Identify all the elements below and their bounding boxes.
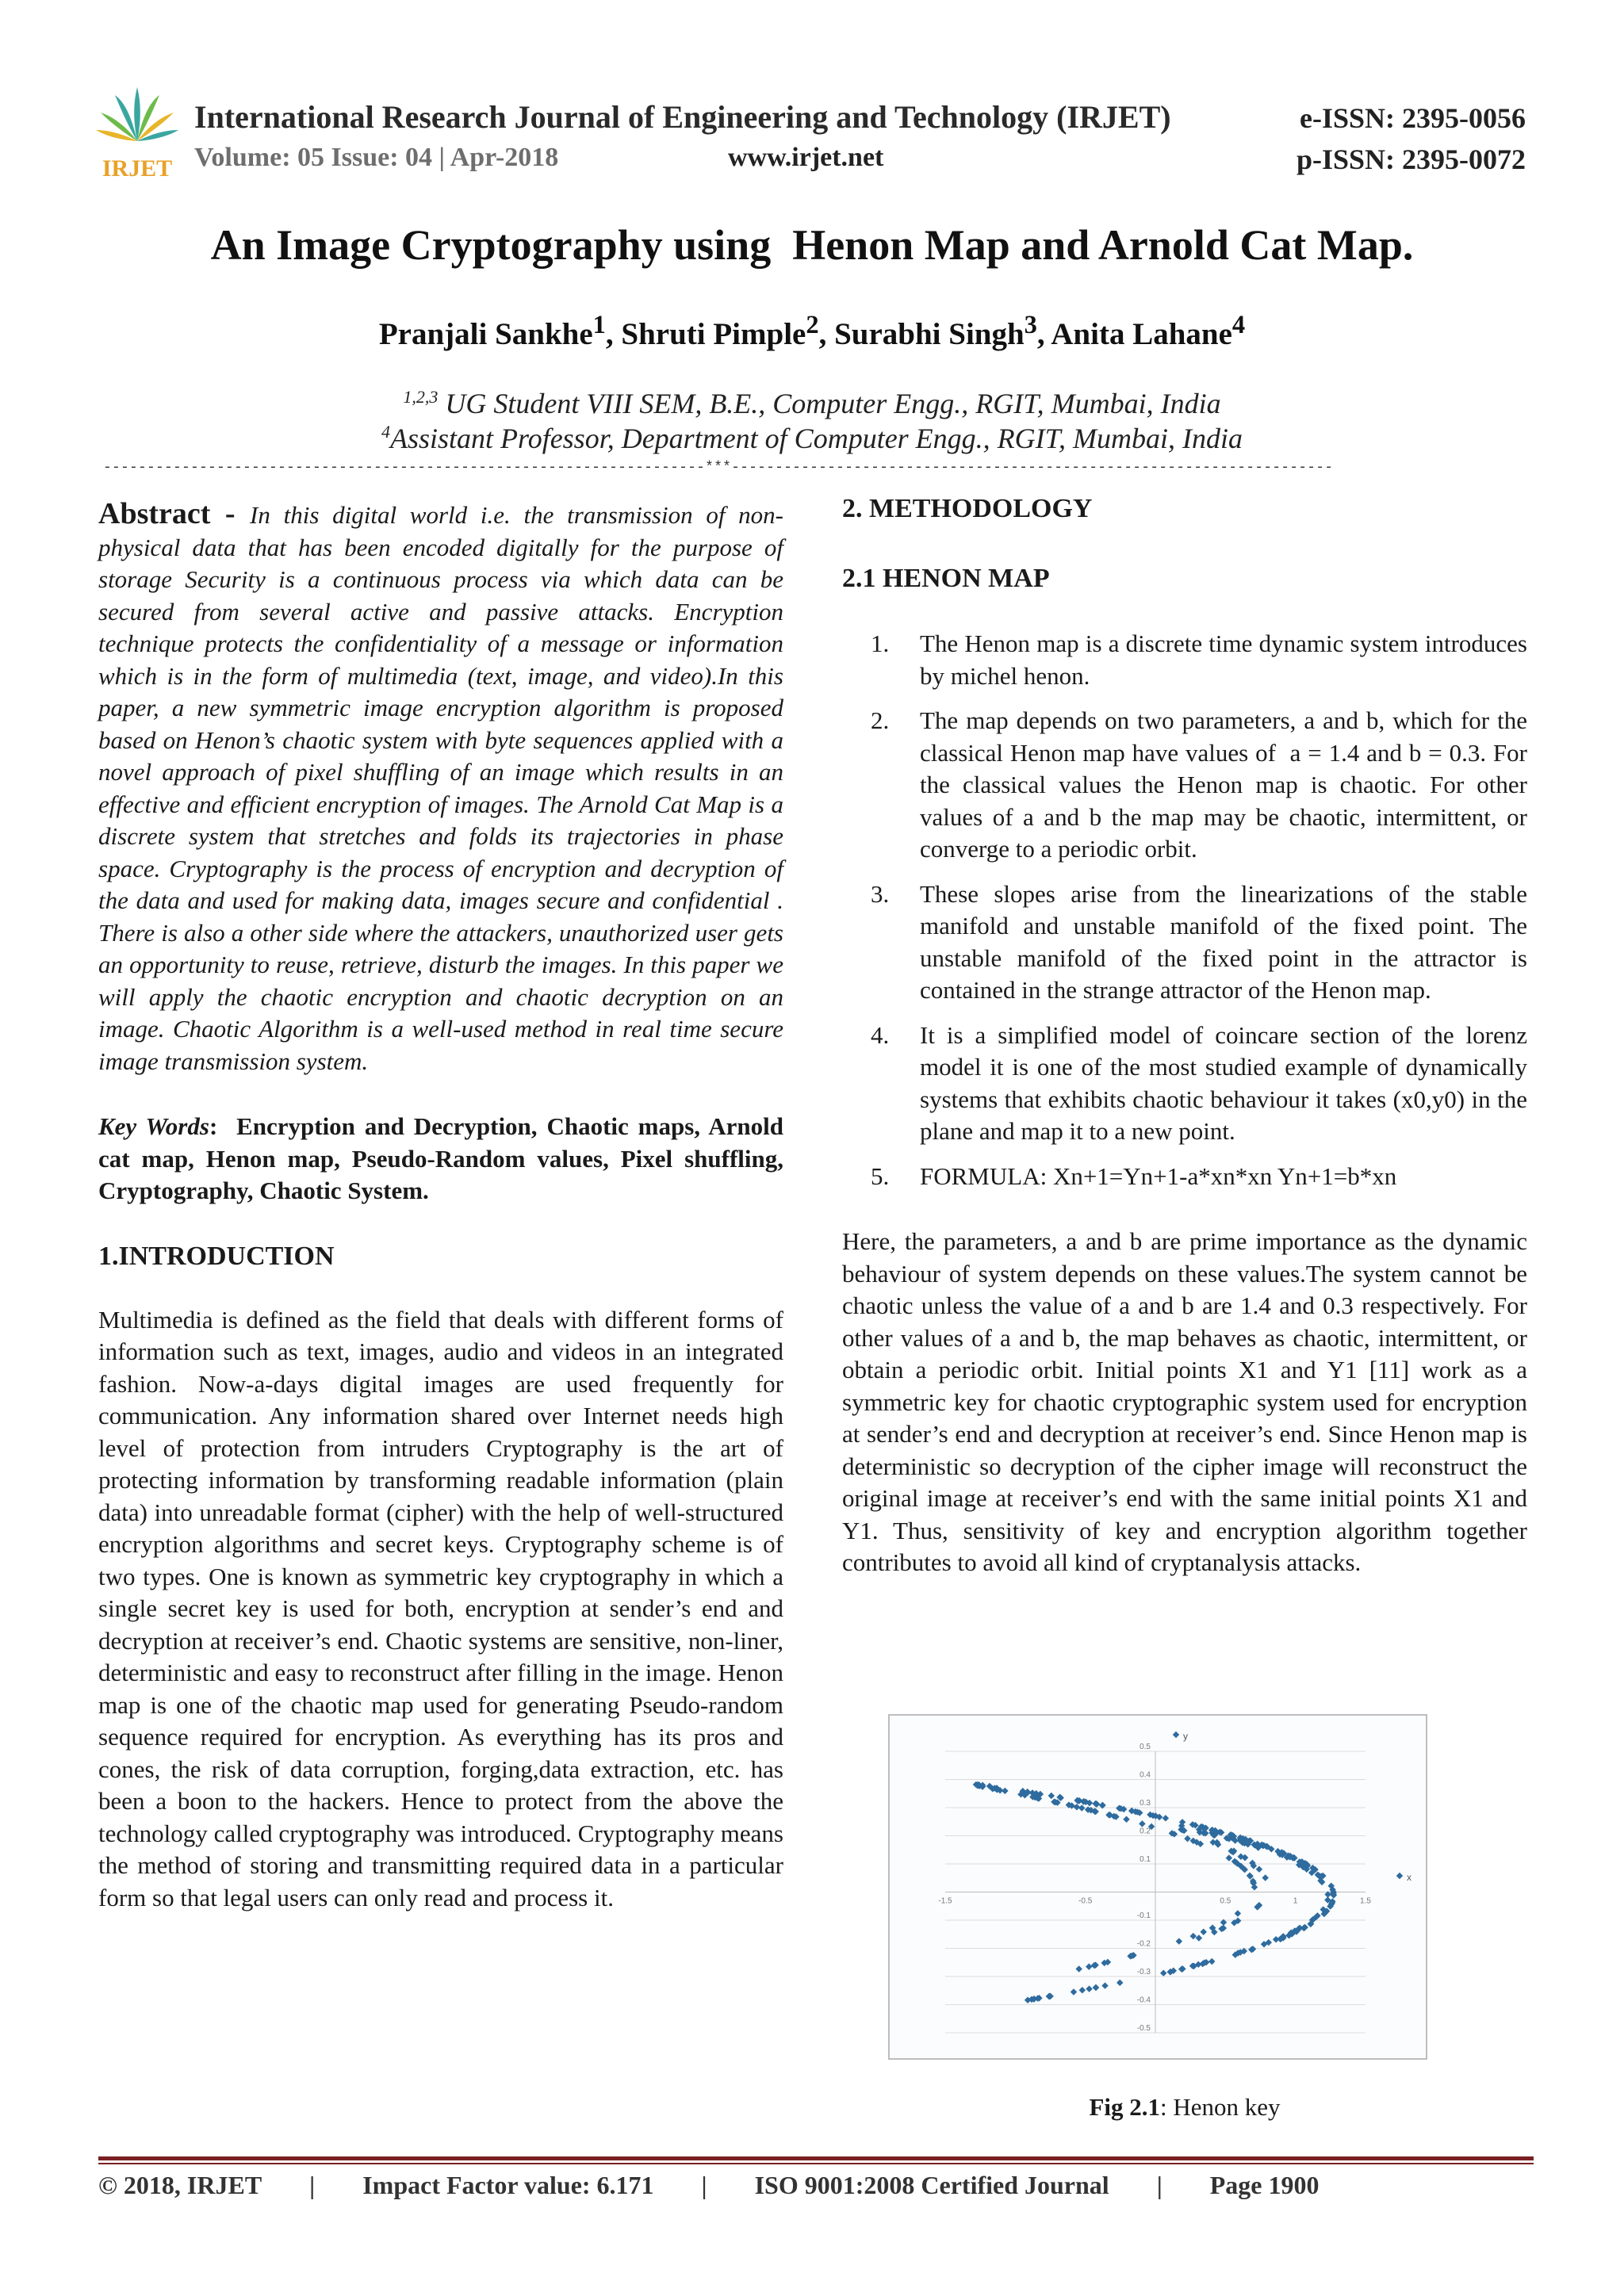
data-point (1226, 1854, 1232, 1861)
x-legend-marker (1396, 1873, 1403, 1879)
author-name: Surabhi Singh (834, 317, 1025, 351)
affiliation-2 (0, 422, 1624, 455)
data-point (1086, 1963, 1092, 1969)
affiliation-sup: 1,2,3 (403, 387, 439, 407)
data-point (1086, 1985, 1092, 1992)
data-point (1200, 1929, 1206, 1935)
keywords (98, 1111, 790, 1207)
list-item-text: It is a simplified model of coincare section of the lorenz model it is one of the most studied example of dynamically systems that exhibits chaotic behaviour it takes (x0,y0) in the plane and map it to a new point. (920, 1020, 1527, 1145)
data-point (1301, 1924, 1308, 1931)
pissn: p-ISSN: 2395-0072 (1296, 144, 1526, 175)
y-tick-label: -0.2 (1136, 1939, 1151, 1949)
data-point (1075, 1965, 1082, 1972)
footer-divider: | (309, 2171, 316, 2199)
section-separator: ---------------------------------------------------------------------***--------------------------------------------------------------------- (103, 460, 1334, 476)
journal-website[interactable]: www.irjet.net (728, 143, 884, 172)
irjet-logo (94, 79, 181, 182)
henon-key-figure (888, 1714, 1427, 2060)
list-item-number: 4. (871, 1020, 890, 1049)
data-point (1235, 1910, 1241, 1916)
affiliation-text: UG Student VIII SEM, B.E., Computer Engg., RGIT, Mumbai, India (438, 388, 1221, 419)
author-sup: 2 (806, 311, 819, 339)
page-footer (98, 2171, 1534, 2200)
data-point (1139, 1820, 1145, 1827)
y-tick-label: 0.3 (1139, 1799, 1151, 1808)
data-point (1247, 1873, 1253, 1879)
introduction-text: Multimedia is defined as the field that deals with different forms of information such as text, images, audio and videos in an integrated fashion. Now-a-days digital images are used frequently for communication. Any information shared over Internet needs high level of protection from intruders Cryptography is the art of protecting information by transforming readable information (plain data) into unreadable format (cipher) with the help of well-structured encryption algorithms and secret keys. Cryptography scheme is of two types. One is known as symmetric key cryptography in which a single secret key is used for both, encryption at sender’s end and decryption at receiver’s end. Chaotic systems are sensitive, non-liner, deterministic and easy to reconstruct after filling in the image. Henon map is one of the chaotic map used for generating Pseudo-random sequence required for encryption. As everything has its pros and cones, the risk of data corruption, forging,data extraction, etc. has been a boon to the hackers. Hence to protect from the above the technology called cryptography was introduced. Cryptography means the method of storing and transmitting required data in a particular form so that legal users can only read and process it. (98, 1305, 783, 1911)
list-item-number: 2. (871, 706, 890, 734)
data-point (1078, 1804, 1085, 1811)
y-tick-label: -0.3 (1136, 1968, 1151, 1976)
footer-iso: ISO 9001:2008 Certified Journal (754, 2171, 1109, 2199)
data-point (1162, 1815, 1169, 1821)
footer-divider: | (1156, 2171, 1162, 2199)
data-point (1074, 1804, 1080, 1810)
paper-title: An Image Cryptography using Henon Map and Arnold Cat Map. (210, 221, 1414, 269)
data-point (1208, 1958, 1215, 1965)
list-item-number: 1. (871, 629, 890, 657)
right-column (842, 493, 1534, 1579)
abstract (98, 498, 783, 1077)
eissn: e-ISSN: 2395-0056 (1300, 102, 1526, 134)
y-legend-marker (1173, 1732, 1179, 1738)
y-tick-label: -0.1 (1136, 1911, 1151, 1920)
y-tick-label: 0.4 (1139, 1770, 1151, 1780)
keywords-label: Key Words (98, 1112, 209, 1140)
footer-copyright: © 2018, IRJET (98, 2171, 262, 2199)
journal-title: International Research Journal of Engineering and Technology (IRJET) (194, 99, 1171, 135)
data-point (1116, 1980, 1123, 1986)
data-point (1093, 1800, 1099, 1807)
x-tick-label: 0.5 (1220, 1896, 1231, 1906)
methodology-paragraph: Here, the parameters, a and b are prime importance as the dynamic behaviour of system depends on these values.The system cannot be chaotic unless the value of a and b are 1.4 and 0.3 respectively. For other values of a and b, the map behaves as chaotic, intermittent, or obtain a periodic orbit. Initial points X1 and Y1 [11] work as a symmetric key for chaotic cryptographic system used for encryption at sender’s end and decryption at receiver’s end. Since Henon map is deterministic so decryption of the cipher image will reconstruct the original image at receiver’s end with the same initial points X1 and Y1. Thus, sensitivity of key and encryption algorithm together contributes to avoid all kind of cryptanalysis attacks. (842, 1227, 1527, 1576)
author-sup: 4 (1231, 311, 1246, 339)
list-item-text: The Henon map is a discrete time dynamic system introduces by michel henon. (920, 629, 1527, 690)
list-item (842, 628, 1527, 692)
data-point (1101, 1982, 1108, 1988)
figure-caption-label: Fig 2.1 (1089, 2093, 1161, 2121)
figure-caption-text: : Henon key (1160, 2093, 1281, 2121)
data-point (1176, 1938, 1182, 1944)
introduction-heading: 1.INTRODUCTION (98, 1241, 335, 1271)
author-name: Pranjali Sankhe (378, 317, 593, 351)
svg-text:IRJET: IRJET (102, 155, 173, 182)
y-tick-label: 0.5 (1139, 1743, 1151, 1751)
author-name: Anita Lahane (1051, 317, 1232, 351)
data-point (1105, 1812, 1112, 1818)
keywords-text: : Encryption and Decryption, Chaotic maps, Arnold cat map, Henon map, Pseudo-Random values, Pixel shuffling, Cryptography, Chaotic System. (98, 1112, 790, 1204)
y-tick-label: -0.5 (1136, 2024, 1151, 2033)
data-point (1256, 1866, 1262, 1872)
y-axis-label: y (1183, 1731, 1188, 1742)
journal-volume-issue: Volume: 05 Issue: 04 | Apr-2018 (194, 143, 559, 172)
list-item (842, 705, 1534, 866)
left-column (98, 497, 790, 1914)
x-tick-label: 1.5 (1360, 1896, 1371, 1906)
data-point (1184, 1835, 1190, 1842)
data-point (1160, 1969, 1166, 1976)
henon-map-heading: 2.1 HENON MAP (842, 564, 1050, 593)
footer-rule (98, 2156, 1534, 2160)
methodology-heading: 2. METHODOLOGY (842, 494, 1093, 523)
footer-page-number: Page 1900 (1209, 2171, 1320, 2199)
data-point (1196, 1934, 1202, 1941)
legend-y (1173, 1731, 1188, 1742)
x-axis-label: x (1407, 1872, 1411, 1883)
henon-scatter-plot (890, 1716, 1426, 2058)
list-item (842, 878, 1527, 1007)
data-point (1079, 1987, 1086, 1993)
data-point (1179, 1965, 1185, 1972)
methodology-list (842, 628, 1534, 1192)
list-item-text: These slopes arise from the linearizations of the stable manifold and unstable manifold of the fixed point. The unstable manifold of the fixed point in the attractor is contained in the strange attractor of the Henon map. (920, 879, 1527, 1004)
x-tick-label: -1.5 (938, 1896, 952, 1906)
list-item-text: FORMULA: Xn+1=Yn+1-a*xn*xn Yn+1=b*xn (920, 1161, 1397, 1190)
x-tick-label: -0.5 (1078, 1896, 1093, 1906)
list-item-number: 3. (871, 879, 890, 908)
plot-ticks (938, 1743, 1371, 2033)
y-tick-label: 0.1 (1139, 1855, 1151, 1864)
author-name: Shruti Pimple (621, 317, 806, 351)
author-list: Pranjali Sankhe$^1$, Shruti Pimple$^2$, Surabhi Singh$^3$, Anita Lahane$^4$ (378, 311, 1246, 351)
affiliation-text: Assistant Professor, Department of Computer Engg., RGIT, Mumbai, India (390, 423, 1243, 454)
list-item-text: The map depends on two parameters, a and b, which for the classical Henon map have values of a = 1.4 and b = 0.3. For the classical values the Henon map is chaotic. For other values of a and b the map may be chaotic, intermittent, or converge to a periodic orbit. (920, 706, 1534, 863)
footer-impact-factor: Impact Factor value: 6.171 (362, 2171, 654, 2199)
list-item-number: 5. (871, 1161, 890, 1190)
data-point (1123, 1816, 1129, 1823)
data-point (1093, 1984, 1099, 1991)
data-point (1190, 1933, 1197, 1939)
list-item (842, 1161, 1527, 1193)
data-point (1071, 1988, 1077, 1995)
legend-x (1396, 1872, 1411, 1883)
abstract-label: Abstract - (98, 497, 251, 530)
figure-caption (842, 2093, 1527, 2122)
affiliation-sup: 4 (381, 422, 390, 442)
data-point (1262, 1874, 1268, 1881)
x-tick-label: 1 (1293, 1896, 1298, 1906)
plot-grid (945, 1751, 1365, 2033)
irjet-logo-icon (94, 79, 181, 182)
affiliation-1 (0, 387, 1624, 420)
footer-divider: | (701, 2171, 707, 2199)
y-tick-label: 0.2 (1139, 1827, 1151, 1836)
data-point (1048, 1793, 1055, 1799)
author-sup: 3 (1024, 311, 1037, 339)
abstract-text: In this digital world i.e. the transmission of non-physical data that has been encoded digitally for the purpose of storage Security is a continuous process via which data can be secured from several active and passive attacks. Encryption technique protects the confidentiality of a message or information which is in the form of multimedia (text, image, and video).In this paper, a new symmetric image encryption algorithm is proposed based on Henon’s chaotic system with byte sequences applied with a novel approach of pixel shuffling of an image which results in an effective and efficient encryption of images. The Arnold Cat Map is a discrete system that stretches and folds its trajectories in phase space. Cryptography is the process of encryption and decryption of the data and used for making data, images secure and confidential . There is also a other side where the attackers, unauthorized user gets an opportunity to reuse, retrieve, disturb the images. In this paper we will apply the chaotic encryption and chaotic decryption on an image. Chaotic Algorithm is a well-used method in real time secure image transmission system. (98, 501, 783, 1075)
y-tick-label: -0.4 (1136, 1996, 1151, 2005)
footer-rule-thin (98, 2163, 1534, 2164)
author-sup: 1 (592, 311, 606, 339)
list-item (842, 1020, 1527, 1148)
